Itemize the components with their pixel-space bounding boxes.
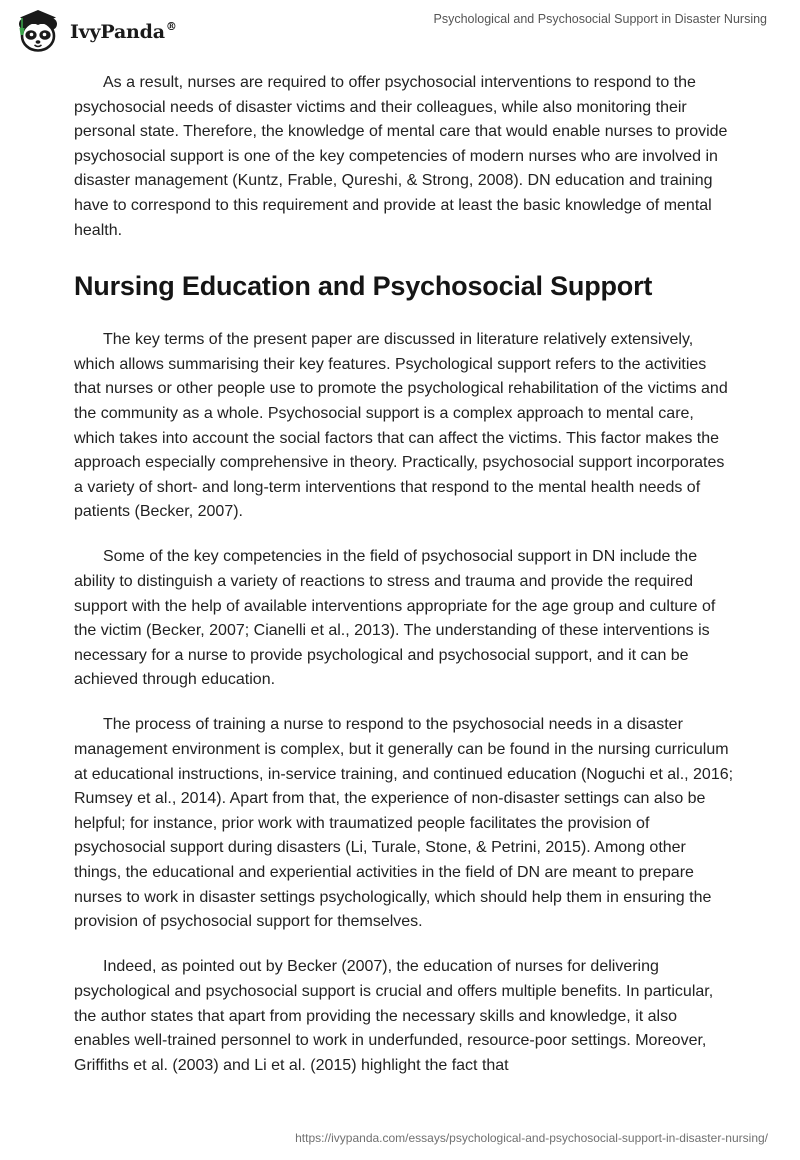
paragraph-4: Indeed, as pointed out by Becker (2007), the education of nurses for delivering psychological and psychosocial support is crucial and offers multiple benefits. In particular, the author states that apart from providing the necessary skills and knowledge, it also enables well-trained personnel to work in underfunded, resource-poor settings. Moreover, Griffiths et al. (2003) and Li et al. (2015) highlight the fact that bbox=[74, 958, 714, 1074]
intro-paragraph: As a result, nurses are required to offer psychosocial interventions to respond to the psychosocial needs of disaster victims and their colleagues, while also monitoring their personal state. Therefore, the knowledge of mental care that would enable nurses to provide psychosocial support is one of the key competencies of modern nurses who are involved in disaster management (Kuntz, Frable, Qureshi, & Strong, 2008). DN education and training have to correspond to this requirement and provide at least the basic knowledge of mental health. bbox=[74, 74, 728, 239]
brand-name: IvyPanda® bbox=[70, 19, 177, 43]
section-heading: Nursing Education and Psychosocial Support bbox=[74, 271, 653, 302]
paragraph-2: Some of the key competencies in the field of psychosocial support in DN include the ability to distinguish a variety of reactions to stress and trauma and provide the required support with the help of available interventions appropriate for the age group and culture of the victim (Becker, 2007; Cianelli et al., 2013). The understanding of these interventions is necessary for a nurse to provide psychological and psychosocial support, and it can be achieved through education. bbox=[74, 548, 716, 689]
essay-body bbox=[74, 71, 734, 1078]
registered-mark: ® bbox=[165, 19, 177, 33]
ivypanda-logo[interactable] bbox=[14, 8, 177, 54]
paragraph-3: The process of training a nurse to respond to the psychosocial needs in a disaster management environment is complex, but it generally can be found in the nursing curriculum at educational instructions, in-service training, and continued education (Noguchi et al., 2016; Rumsey et al., 2014). Apart from that, the experience of non-disaster settings can also be helpful; for instance, prior work with traumatized people facilitates the provision of psychosocial support during disasters (Li, Turale, Stone, & Petrini, 2015). Among other things, the educational and experiential activities in the field of DN are meant to prepare nurses to work in disaster settings psychologically, which should help them in ensuring the provision of psychosocial support for themselves. bbox=[74, 716, 734, 931]
page-header bbox=[0, 0, 800, 60]
document-title: Psychological and Psychosocial Support in Disaster Nursing bbox=[433, 12, 767, 26]
paragraph-1: The key terms of the present paper are discussed in literature relatively extensively, which allows summarising their key features. Psychological support refers to the activities that nurses or other people use to promote the psychological rehabilitation of the victims and the community as a whole. Psychosocial support is a complex approach to mental care, which takes into account the social factors that can affect the victims. This factor makes the approach especially comprehensive in theory. Practically, psychosocial support incorporates a variety of short- and long-term interventions that respond to the mental health needs of patients (Becker, 2007). bbox=[74, 331, 728, 521]
source-url[interactable]: https://ivypanda.com/essays/psychological-and-psychosocial-support-in-disaster-nursing/ bbox=[295, 1131, 768, 1145]
panda-graduation-cap-icon bbox=[14, 8, 64, 54]
